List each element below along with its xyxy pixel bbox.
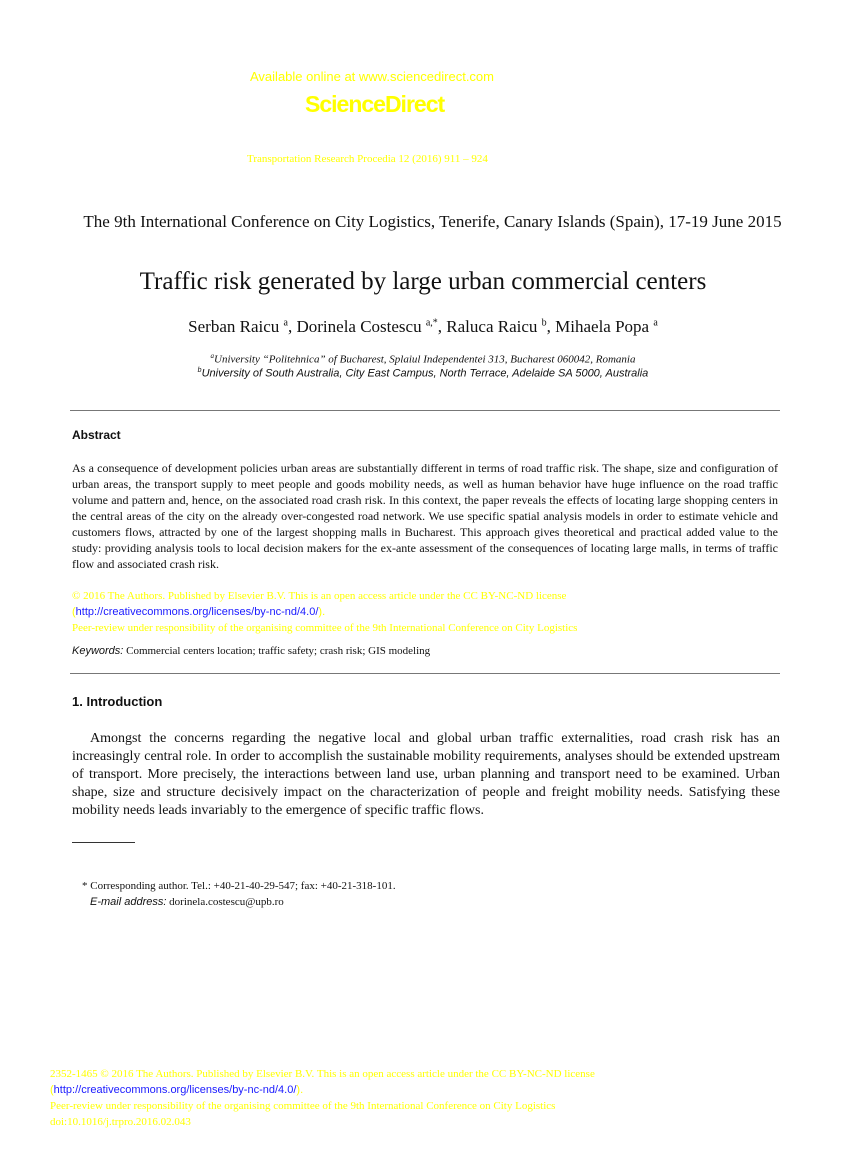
author-affiliation-mark: a,*: [425, 317, 438, 329]
author-separator: ,: [287, 317, 297, 336]
affiliation-text: University “Politehnica” of Bucharest, Splaiul Independentei 313, Bucharest 060042, Romania: [214, 353, 636, 366]
email-label: E-mail address:: [90, 896, 167, 908]
paren-close: ).: [296, 1084, 304, 1096]
journal-citation: Transportation Research Procedia 12 (2016) 911 – 924: [247, 153, 488, 165]
available-online-line: Available online at www.sciencedirect.com: [250, 69, 494, 84]
author-separator: ,: [546, 317, 556, 336]
bottom-license-line: [50, 1084, 303, 1096]
affiliation-b: [0, 367, 846, 380]
keywords: [72, 645, 430, 657]
sciencedirect-logo: ScienceDirect: [305, 91, 445, 117]
divider: [70, 410, 780, 411]
affiliation-a: [0, 352, 846, 366]
section-body: Amongst the concerns regarding the negative local and global urban traffic externalities, road crash risk has an increasingly central role. In order to accomplish the sustainable mobility requirements, analyses should be extended upstream of transport. More precisely, the interactions between land use, urban planning and transport need to be examined. Urban shape, size and structure decisively impact on the characterization of people and freight mobility needs. Satisfying these mobility needs leads invariably to the emergence of specific traffic flows.: [72, 731, 780, 818]
affiliation-text: University of South Australia, City East Campus, North Terrace, Adelaide SA 5000, Australia: [201, 367, 649, 380]
bottom-peer-review: Peer-review under responsibility of the organising committee of the 9th International Conference on City Logistics: [50, 1100, 556, 1112]
email-address[interactable]: dorinela.costescu@upb.ro: [169, 896, 284, 908]
peer-review-notice: Peer-review under responsibility of the organising committee of the 9th International Conference on City Logistics: [72, 622, 578, 634]
author-affiliation-mark: a: [653, 317, 658, 329]
paper-title: Traffic risk generated by large urban commercial centers: [139, 268, 707, 295]
footnote-divider: [72, 842, 135, 843]
doi-line: doi:10.1016/j.trpro.2016.02.043: [50, 1116, 191, 1128]
paren-close: ).: [318, 606, 326, 618]
author-name: Serban Raicu: [188, 317, 280, 336]
author-name: Dorinela Costescu: [296, 317, 422, 336]
license-link[interactable]: http://creativecommons.org/licenses/by-nc-nd/4.0/: [75, 606, 319, 618]
divider: [70, 673, 780, 674]
keywords-label: Keywords:: [72, 645, 124, 657]
author-name: Raluca Raicu: [446, 317, 538, 336]
abstract-heading: Abstract: [72, 428, 121, 442]
copyright-notice: © 2016 The Authors. Published by Elsevier B.V. This is an open access article under the CC BY-NC-ND license: [72, 590, 567, 602]
section-heading: 1. Introduction: [72, 694, 163, 709]
affiliation-mark: a: [210, 352, 215, 360]
conference-name: The 9th International Conference on City Logistics, Tenerife, Canary Islands (Spain), 17-19 June 2015: [83, 212, 782, 231]
license-line: [72, 606, 325, 618]
email-note: [90, 896, 284, 908]
affiliation-mark: b: [197, 367, 202, 374]
author-affiliation-mark: a: [283, 317, 288, 329]
keywords-text: Commercial centers location; traffic safety; crash risk; GIS modeling: [126, 645, 431, 657]
author-name: Mihaela Popa: [555, 317, 650, 336]
issn-copyright-line: 2352-1465 © 2016 The Authors. Published by Elsevier B.V. This is an open access article under the CC BY-NC-ND license: [50, 1068, 595, 1080]
author-separator: ,: [437, 317, 447, 336]
bottom-license-link[interactable]: http://creativecommons.org/licenses/by-nc-nd/4.0/: [53, 1084, 297, 1096]
author-list: [0, 317, 846, 337]
paren-open: (: [72, 606, 76, 618]
corresponding-author-note: * Corresponding author. Tel.: +40-21-40-29-547; fax: +40-21-318-101.: [82, 880, 396, 892]
author-affiliation-mark: b: [541, 317, 547, 329]
abstract-body: As a consequence of development policies urban areas are substantially different in terms of road traffic risk. The shape, size and configuration of urban areas, the transport supply to meet people and goods mobility needs, as well as human behavior have huge influence on the road traffic volume and pattern and, hence, on the associated road crash risk. In this context, the paper reveals the effects of locating large shopping centers in the central areas of the city on the already over-congested road network. We use specific spatial analysis models in order to estimate vehicle and customers flows, attracted by one of the largest shopping malls in Bucharest. This approach gives theoretical and practical added value to the study: providing analysis tools to local decision makers for the ex-ante assessment of the consequences of locating large malls, in terms of traffic flow and associated crash risk.: [72, 461, 778, 571]
paren-open: (: [50, 1084, 54, 1096]
